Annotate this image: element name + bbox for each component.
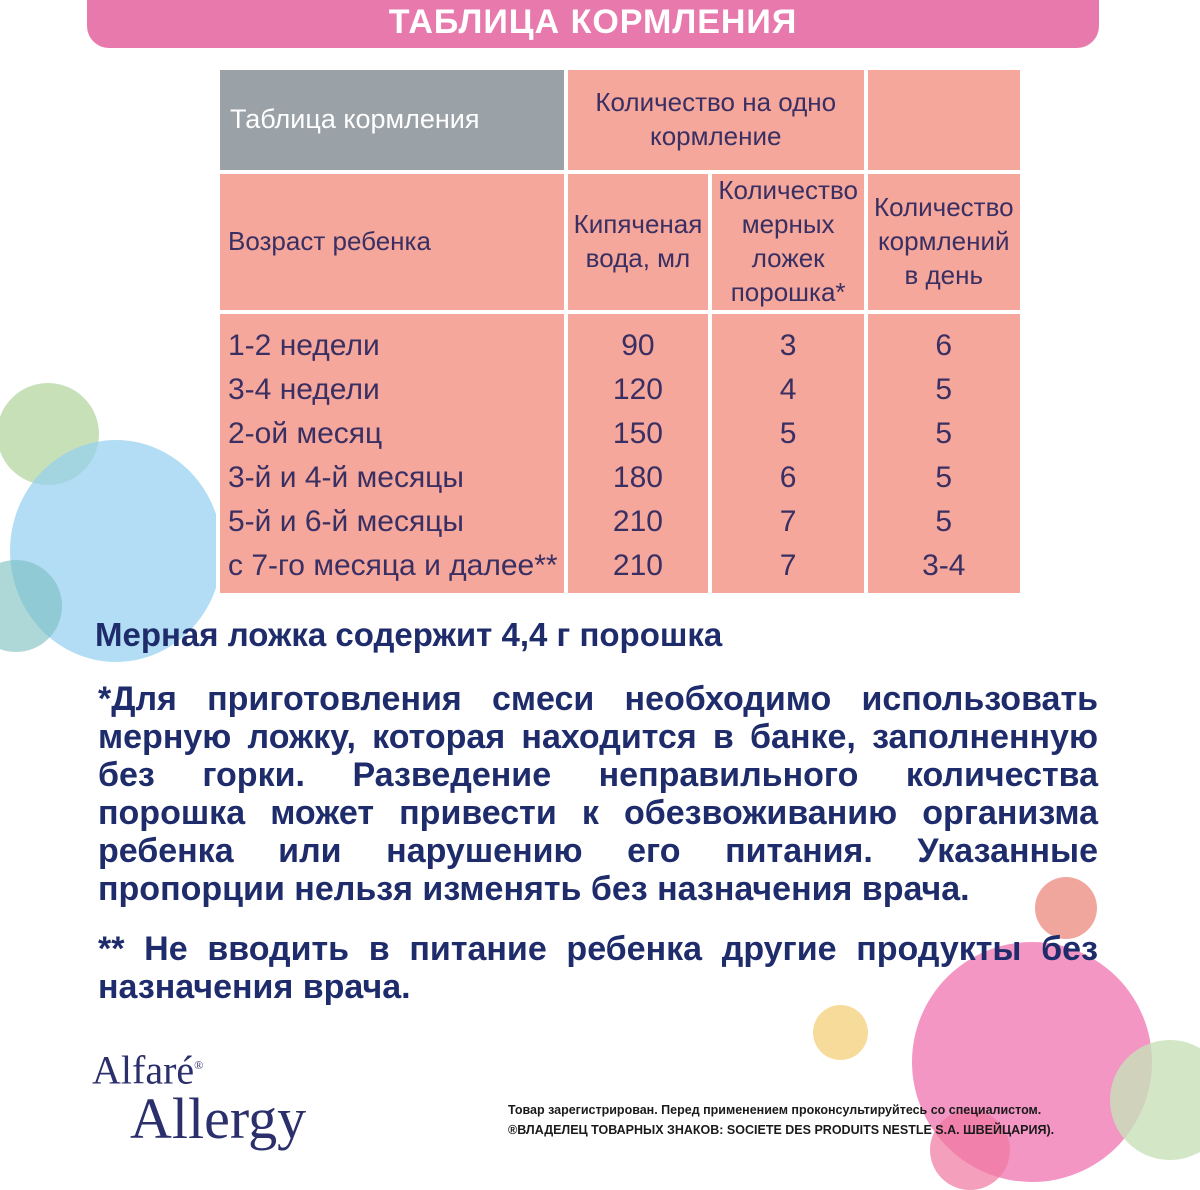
table-cell-water: 180 (612, 461, 663, 494)
feeding-warning-note: ** Не вводить в питание ребенка другие продукты без назначения врача. (98, 930, 1098, 1006)
table-cell-scoops: 6 (779, 461, 797, 494)
legal-disclaimer (508, 1100, 1128, 1140)
legal-line-2: ®ВЛАДЕЛЕЦ ТОВАРНЫХ ЗНАКОВ: SOCIETE DES PRODUITS NESTLE S.A. ШВЕЙЦАРИЯ). (508, 1123, 1055, 1137)
table-group-header: Количество на одно кормление (568, 70, 864, 170)
scoop-note: Мерная ложка содержит 4,4 г порошка (95, 616, 723, 653)
table-cell-age: 5-й и 6-й месяцы (228, 505, 464, 538)
header-banner (87, 0, 1099, 48)
age-column-header: Возраст ребенка (220, 174, 564, 310)
legal-line-1: Товар зарегистрирован. Перед применением проконсультируйтесь со специалистом. (508, 1103, 1042, 1117)
preparation-note: *Для приготовления смеси необходимо использовать мерную ложку, которая находится в банке, заполненную без горки. Разведение неправильного количества порошка может привести к обезвоживанию организма ребенка или нарушению его питания. Указанные пропорции нельзя изменять без назначения врача. (98, 680, 1098, 908)
table-cell-water: 90 (621, 329, 655, 362)
table-cell-feeds: 3-4 (922, 549, 966, 582)
table-cell-scoops: 7 (779, 549, 797, 582)
table-cell-water: 210 (612, 549, 663, 582)
table-cell-scoops: 7 (779, 505, 797, 538)
feeds-column (868, 314, 1020, 593)
feeds-column-header: Количество кормлений в день (868, 174, 1020, 310)
logo-product-name: Allergy (130, 1086, 307, 1152)
water-column (568, 314, 709, 593)
table-cell-water: 210 (612, 505, 663, 538)
table-cell-scoops: 3 (779, 329, 797, 362)
table-cell-age: 3-4 недели (228, 373, 380, 406)
table-cell-feeds: 5 (935, 505, 953, 538)
table-cell-feeds: 5 (935, 461, 953, 494)
table-cell-water: 120 (612, 373, 663, 406)
table-corner-label: Таблица кормления (220, 70, 564, 170)
table-cell-age: 2-ой месяц (228, 417, 383, 450)
table-cell-feeds: 5 (935, 373, 953, 406)
feeding-table (216, 66, 1024, 597)
water-column-header: Кипяченая вода, мл (568, 174, 709, 310)
table-cell-age: 3-й и 4-й месяцы (228, 461, 464, 494)
table-empty-header (868, 70, 1020, 170)
scoops-column (712, 314, 864, 593)
table-cell-water: 150 (612, 417, 663, 450)
table-cell-feeds: 6 (935, 329, 953, 362)
table-cell-age: 1-2 недели (228, 329, 380, 362)
table-cell-feeds: 5 (935, 417, 953, 450)
banner-title: ТАБЛИЦА КОРМЛЕНИЯ (388, 2, 798, 41)
logo-brand-text: Alfaré (92, 1047, 195, 1093)
table-cell-scoops: 4 (779, 373, 797, 406)
scoops-column-header: Количество мерных ложек порошка* (712, 174, 864, 310)
logo-registered-mark: ® (194, 1058, 204, 1072)
table-cell-age: с 7-го месяца и далее** (228, 549, 558, 582)
table-cell-scoops: 5 (779, 417, 797, 450)
logo-brand-name (92, 1045, 306, 1093)
decor-circle-yellow (813, 1005, 868, 1060)
age-column (220, 314, 564, 593)
brand-logo (92, 1045, 307, 1152)
